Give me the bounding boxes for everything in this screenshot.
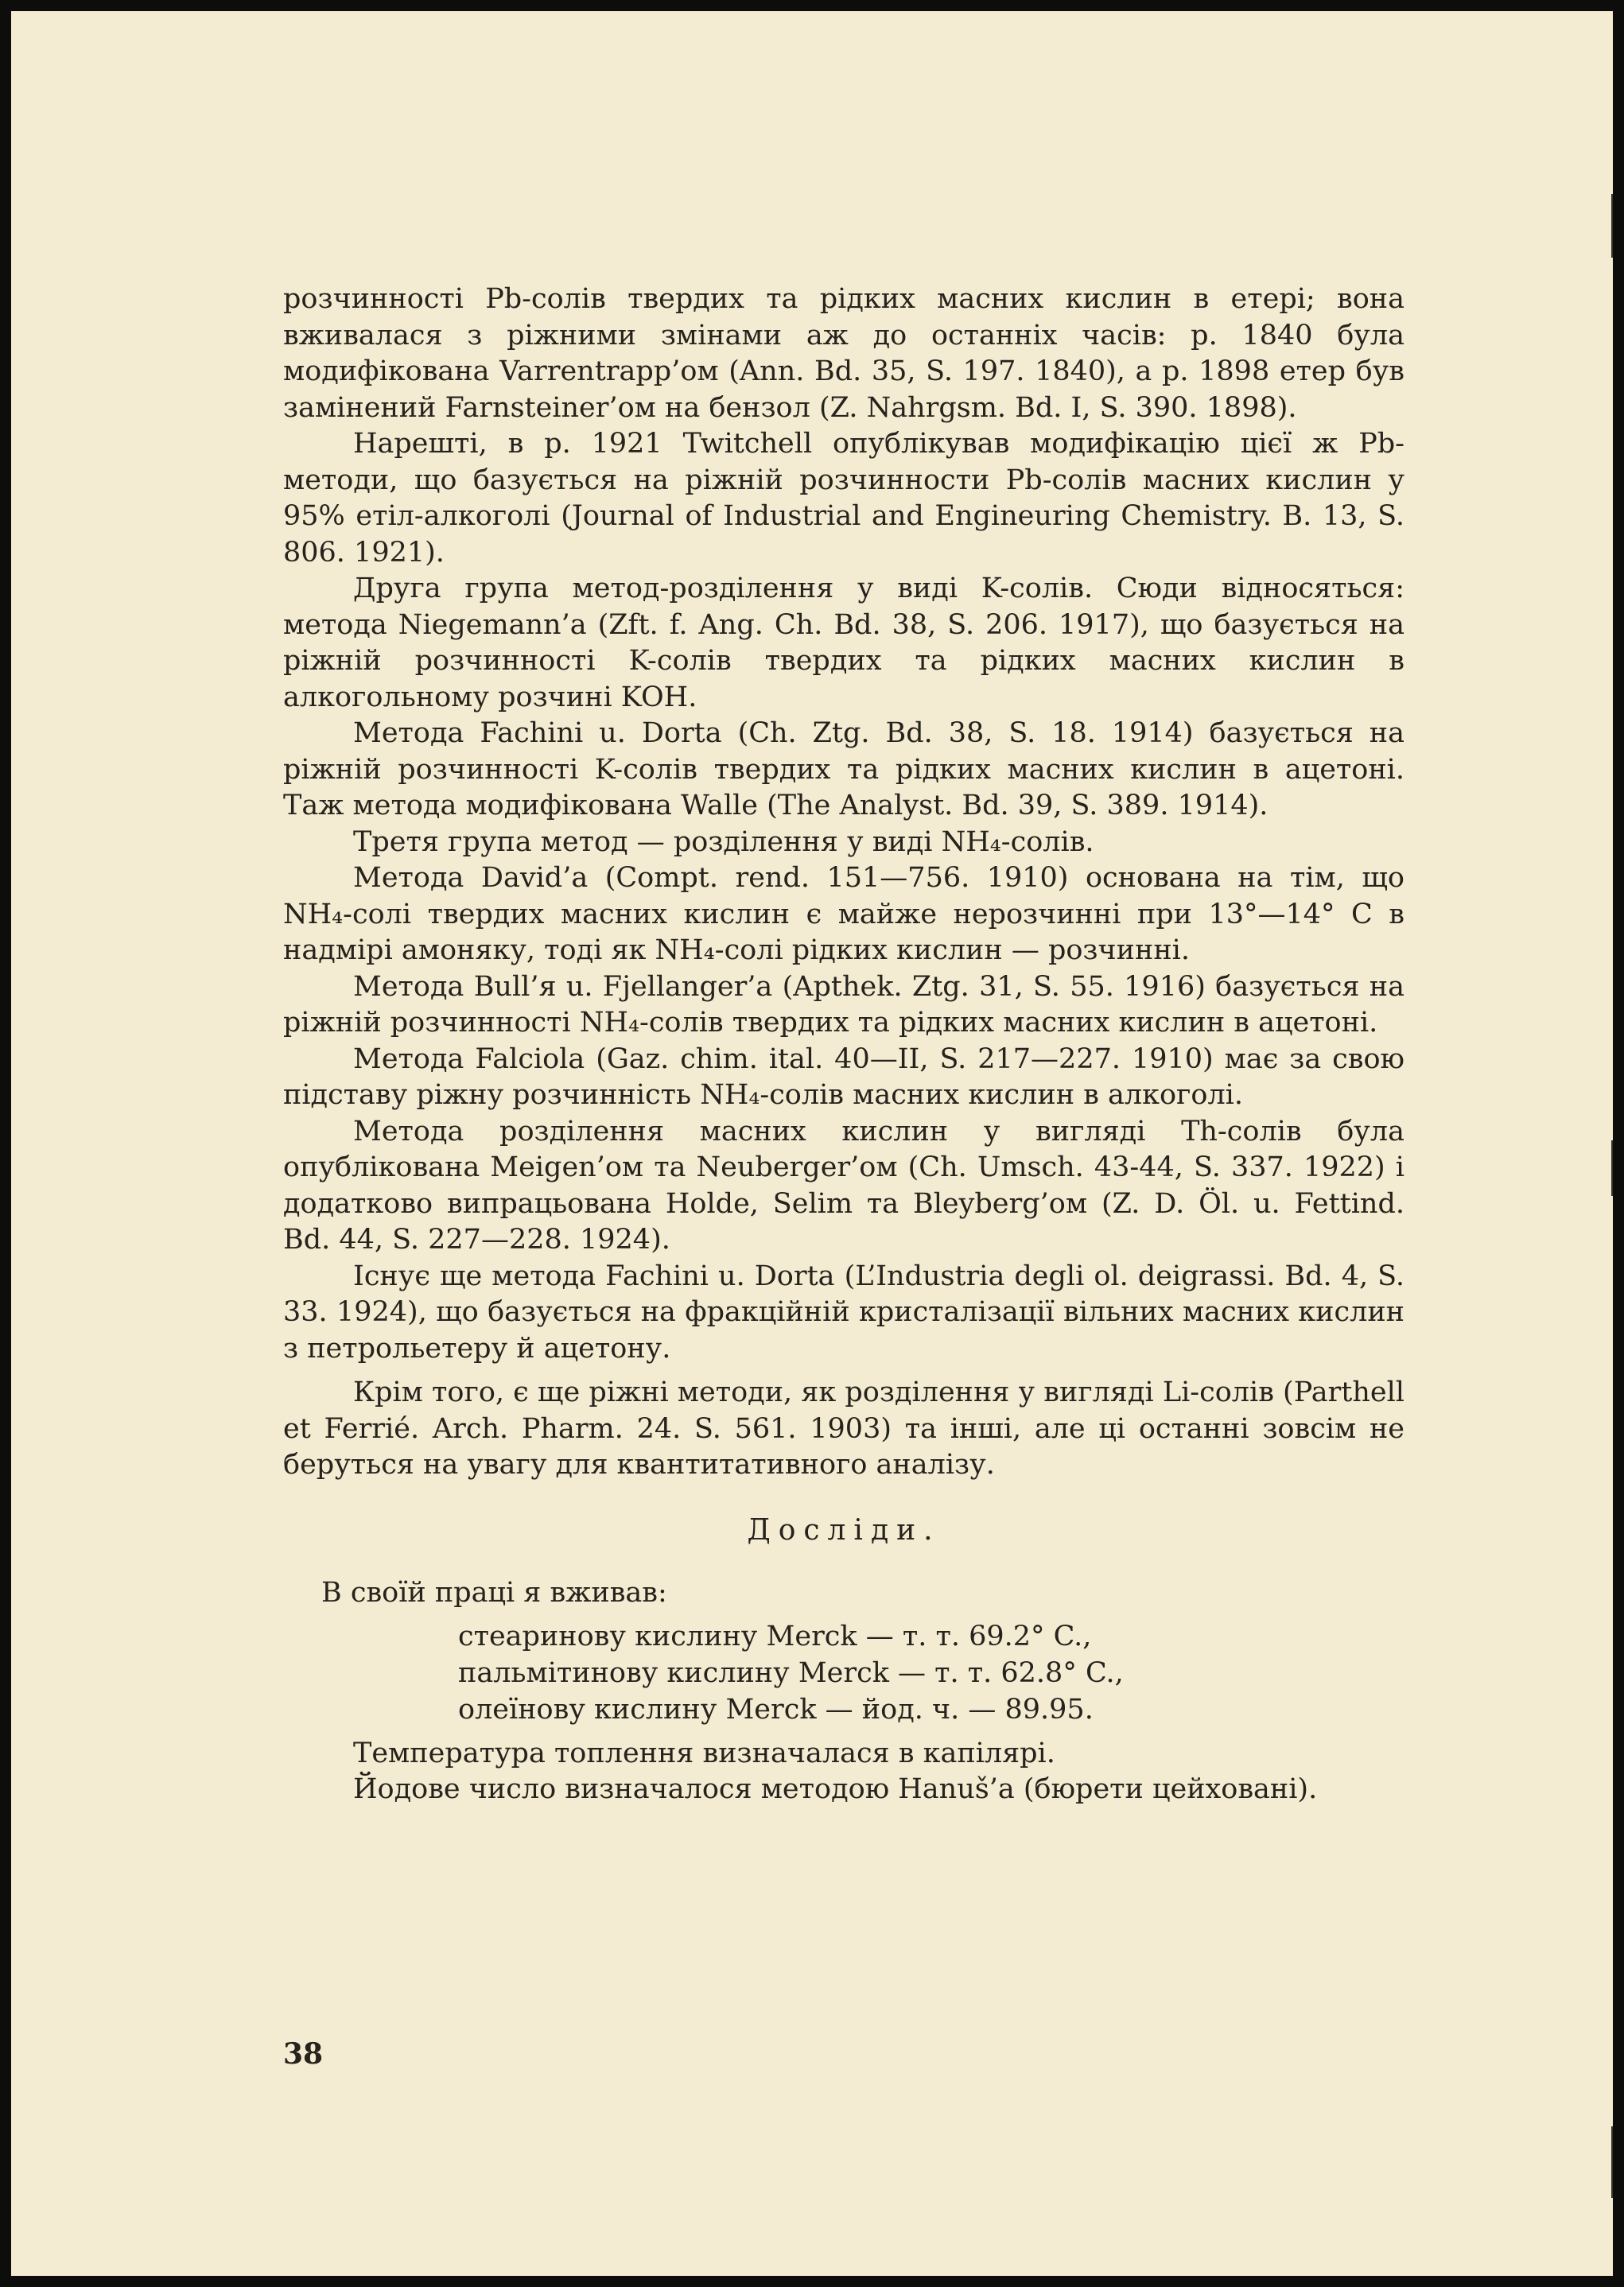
paragraph: Метода Fachini u. Dorta (Ch. Ztg. Bd. 38, S. 18. 1914) базується на ріжній розчинності K-солів твердих та рідких масних кислин в ацетоні. Таж метода модифікована Walle (The Analyst. Bd. 39, S. 389. 1914). (283, 717, 1404, 821)
paragraph: Третя група метод — розділення у виді NH₄-солів. (353, 825, 1094, 858)
page-number: 38 (283, 2037, 324, 2071)
paragraph: Друга група метод-розділення у виді K-солів. Сюди відносяться: метода Niegemann’a (Zft. f. Ang. Ch. Bd. 38, S. 206. 1917), що базується на ріжній розчинності K-солів твердих та рідких масних кислин в алкогольному розчині KOH. (283, 573, 1404, 713)
note: Йодове число визначалося методою Hanuš’a (бюрети цейховані). (353, 1773, 1318, 1805)
paragraph: Нарешті, в р. 1921 Twitchell опублікував модифікацію цієї ж Pb-методи, що базується на ріжній розчинности Pb-солів масних кислин у 95% етіл-алкоголі (Journal of Industrial and Engineuring Chemistry. B. 13, S. 806. 1921). (283, 428, 1404, 569)
paragraph: Метода David’a (Compt. rend. 151—756. 1910) основана на тім, що NH₄-солі твердих масних кислин є майже нерозчинні при 13°—14° C в надмірі амоняку, тоді як NH₄-солі рідких кислин — розчинні. (283, 862, 1404, 966)
paragraph: Метода розділення масних кислин у вигляді Th-солів була опублікована Meigen’ом та Neuberger’ом (Ch. Umsch. 43-44, S. 337. 1922) і додатково випрацьована Holde, Selim та Bleyberg’ом (Z. D. Öl. u. Fettind. Bd. 44, S. 227—228. 1924). (283, 1115, 1404, 1256)
materials-intro: В своїй праці я вживав: (321, 1577, 667, 1609)
material-item: стеаринову кислину Merck — т. т. 69.2° C., (458, 1620, 1092, 1652)
paragraph: Існує ще метода Fachini u. Dorta (L’Industria degli ol. deigrassi. Bd. 4, S. 33. 1924), що базується на фракційній кристалізації вільних масних кислин з петрольетеру й ацетону. (283, 1260, 1404, 1365)
paragraph: Метода Bull’я u. Fjellanger’a (Apthek. Ztg. 31, S. 55. 1916) базується на ріжній розчинності NH₄-солів твердих та рідких масних кислин в ацетоні. (283, 970, 1404, 1039)
body-text (283, 282, 1404, 1808)
section-heading: Досліди. (747, 1513, 941, 1547)
material-item: олеїнову кислину Merck — йод. ч. — 89.95. (458, 1693, 1094, 1726)
paragraph: розчинності Pb-солів твердих та рідких масних кислин в етері; вона вживалася з ріжними змінами аж до останніх часів: р. 1840 була модифікована Varrentrapp’ом (Ann. Bd. 35, S. 197. 1840), а р. 1898 етер був замінений Farnsteiner’ом на бензол (Z. Nahrgsm. Bd. I, S. 390. 1898). (283, 283, 1404, 424)
materials-list (458, 1618, 1404, 1728)
binding-edge-mark (1611, 194, 1613, 258)
scanned-page (11, 11, 1613, 2276)
paragraph: Метода Falciola (Gaz. chim. ital. 40—II, S. 217—227. 1910) має за свою підставу ріжну розчинність NH₄-солів масних кислин в алкоголі. (283, 1043, 1404, 1111)
binding-edge-mark (1611, 2126, 1613, 2198)
paragraph: Крім того, є ще ріжні методи, як розділення у вигляді Li-солів (Parthell et Ferrié. Arch. Pharm. 24. S. 561. 1903) та інші, але ці останні зовсім не беруться на увагу для квантитативного аналізу. (283, 1376, 1404, 1481)
material-item: пальмітинову кислину Merck — т. т. 62.8° C., (458, 1656, 1124, 1689)
note: Температура топлення визначалася в капілярі. (353, 1737, 1055, 1769)
binding-edge-mark (1611, 1140, 1613, 1196)
